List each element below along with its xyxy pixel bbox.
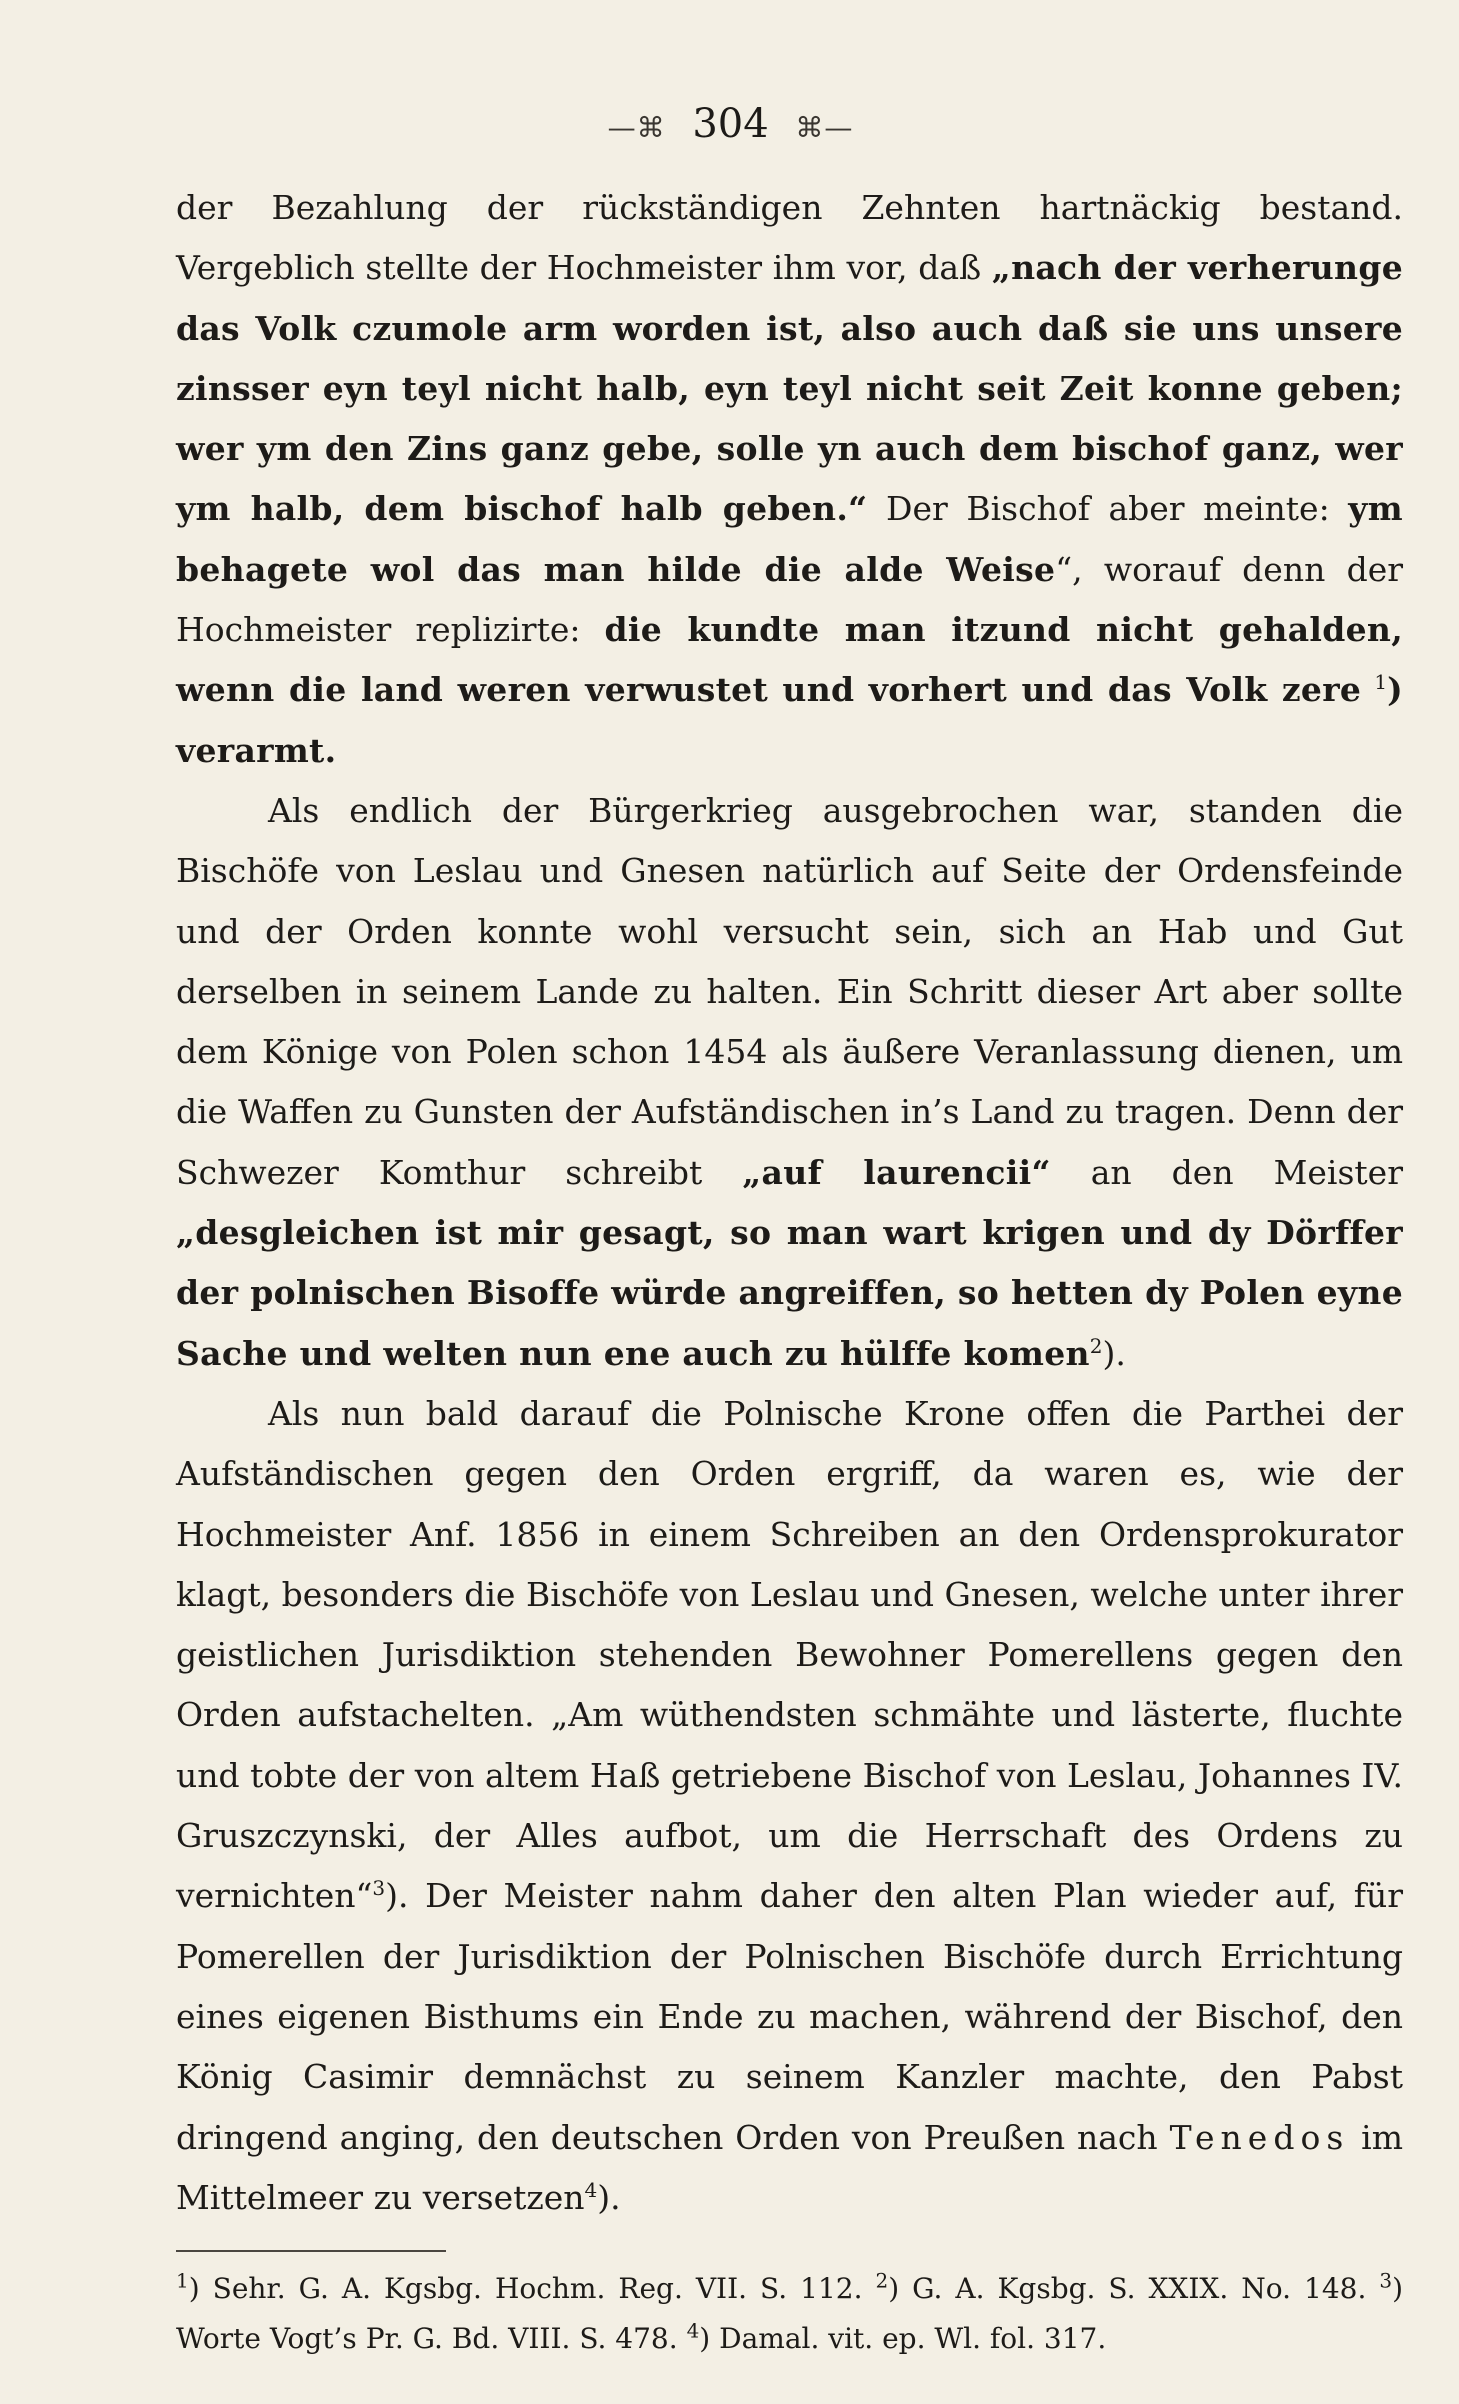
p3-text-3: im Mittelmeer zu versetzen — [176, 2117, 1403, 2217]
footnote-4: ) Damal. vit. ep. Wl. fol. 317. — [699, 2322, 1107, 2356]
paragraph-2 — [176, 781, 1403, 1384]
footnote-marker-3: 3 — [1379, 2268, 1393, 2293]
p2-quote-1: „auf laurencii“ — [742, 1152, 1051, 1192]
p1-text-2: Der Bischof aber meinte: — [867, 489, 1349, 529]
p3-text-4: ). — [597, 2177, 621, 2217]
p3-spaced-word: Tenedos — [1169, 2117, 1350, 2157]
p1-quote-3b: ) verarmt. — [176, 670, 1403, 770]
footnote-divider — [176, 2250, 446, 2252]
footnote-marker-1: 1 — [176, 2268, 189, 2293]
footnote-ref-3: 3 — [372, 1876, 386, 1901]
p3-text-2: ). Der Meister nahm daher den alten Plan wieder auf, für Pomerellen der Jurisdiktion der Polnischen Bischöfe durch Errichtung eines eigenen Bisthums ein Ende zu machen, während der Bischof, den König Casimir demnächst zu seinem Kanzler machte, den Pabst dringend anging, den deutschen Orden von Preußen nach — [176, 1876, 1403, 2157]
p2-text-1: Als endlich der Bürgerkrieg ausgebrochen war, standen die Bischöfe von Leslau und Gnesen natürlich auf Seite der Ordensfeinde und der Orden konnte wohl versucht sein, sich an Hab und Gut derselben in seinem Lande zu halten. Ein Schritt dieser Art aber sollte dem Könige von Polen schon 1454 als äußere Veranlassung dienen, um die Waffen zu Gunsten der Aufständischen in’s Land zu tragen. Denn der Schwezer Komthur schreibt — [176, 790, 1403, 1192]
footnotes — [176, 2264, 1403, 2364]
p1-quote-1: „nach der verherunge das Volk czumole arm worden ist, also auch daß sie uns unsere zinsser eyn teyl nicht halb, eyn teyl nicht seit Zeit konne geben; wer ym den Zins ganz gebe, solle yn auch dem bischof ganz, wer ym halb, dem bischof halb geben.“ — [176, 248, 1403, 529]
left-ornament: —⌘ — [607, 111, 666, 144]
page-number: 304 — [692, 101, 769, 147]
footnote-marker-4: 4 — [686, 2318, 700, 2343]
p1-quote-2: ym behagete wol das man hilde die alde Weise — [176, 489, 1403, 589]
paragraph-3 — [176, 1384, 1403, 2228]
p1-quote-3a: die kundte man itzund nicht gehalden, wenn die land weren verwustet und vorhert und das Volk zere — [176, 610, 1403, 710]
footnote-ref-4: 4 — [584, 2177, 598, 2202]
footnote-ref-1: 1 — [1374, 670, 1388, 695]
right-ornament: ⌘— — [795, 111, 854, 144]
footnote-1: ) Sehr. G. A. Kgsbg. Hochm. Reg. VII. S. 112. — [188, 2272, 876, 2306]
p2-text-3: ). — [1102, 1333, 1126, 1373]
footnote-marker-2: 2 — [875, 2268, 889, 2293]
p2-text-2: an den Meister — [1050, 1152, 1403, 1192]
paragraph-1 — [176, 178, 1403, 781]
footnote-3: ) Worte Vogt’s Pr. G. Bd. VIII. S. 478. — [176, 2272, 1404, 2356]
page-header — [58, 88, 1403, 160]
p1-text-1: der Bezahlung der rückständigen Zehnten hartnäckig bestand. Vergeblich stellte der Hochmeister ihm vor, daß — [176, 188, 1403, 288]
footnote-2: ) G. A. Kgsbg. S. XXIX. No. 148. — [888, 2272, 1380, 2306]
body-text — [176, 178, 1403, 2228]
footnote-ref-2: 2 — [1089, 1333, 1103, 1358]
p2-quote-2: „desgleichen ist mir gesagt, so man wart krigen und dy Dörffer der polnischen Bisoffe würde angreiffen, so hetten dy Polen eyne Sache und welten nun ene auch zu hülffe komen — [176, 1213, 1403, 1373]
p3-text-1: Als nun bald darauf die Polnische Krone offen die Parthei der Aufständischen gegen den Orden ergriff, da waren es, wie der Hochmeister Anf. 1856 in einem Schreiben an den Ordensprokurator klagt, besonders die Bischöfe von Leslau und Gnesen, welche unter ihrer geistlichen Jurisdiktion stehenden Bewohner Pomerellens gegen den Orden aufstachelten. „Am wüthendsten schmähte und lästerte, fluchte und tobte der von altem Haß getriebene Bischof von Leslau, Johannes IV. Gruszczynski, der Alles aufbot, um die Herrschaft des Ordens zu vernichten“ — [176, 1393, 1403, 1916]
p1-text-3: “, worauf denn der Hochmeister replizirte: — [176, 549, 1404, 650]
